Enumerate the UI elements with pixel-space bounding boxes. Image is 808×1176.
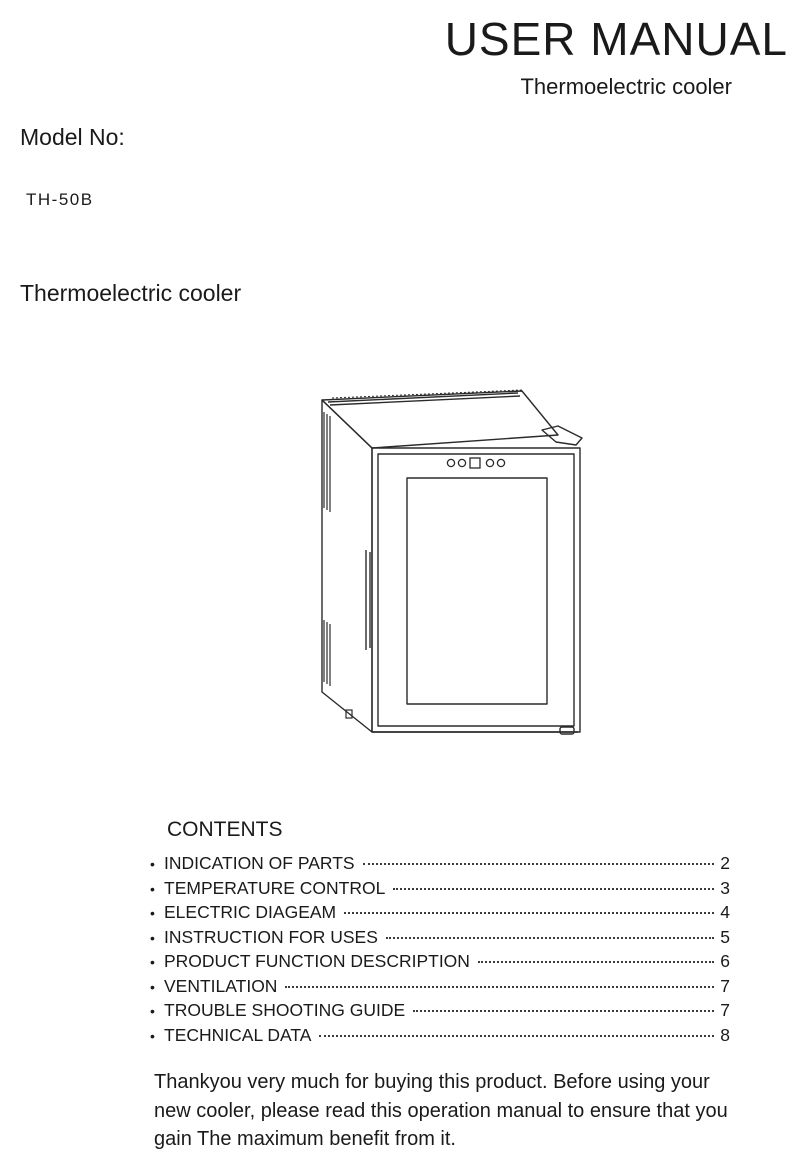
dotted-leader — [363, 862, 714, 865]
cooler-door — [372, 448, 580, 732]
dotted-leader — [413, 1009, 714, 1012]
temperature-display — [470, 458, 480, 468]
cooler-illustration — [300, 380, 600, 745]
intro-paragraph: Thankyou very much for buying this product. Before using your new cooler, please read this operation manual to ensure that you gain The maximum benefit from it. — [154, 1071, 728, 1150]
model-number-label: Model No: — [20, 124, 125, 150]
dotted-leader — [319, 1034, 714, 1037]
control-button — [458, 459, 465, 466]
bullet-icon: • — [150, 929, 155, 946]
toc-item-page: 7 — [720, 1000, 730, 1020]
bullet-icon: • — [150, 978, 155, 995]
model-number-value: TH-50B — [26, 190, 94, 209]
toc-item — [150, 949, 730, 974]
cooler-glass-window — [407, 478, 547, 704]
bullet-icon: • — [150, 1003, 155, 1019]
dotted-leader — [386, 936, 714, 939]
toc-item — [150, 900, 730, 925]
side-vent-lower — [324, 620, 330, 686]
bullet-icon: • — [150, 1027, 155, 1044]
dotted-leader — [393, 887, 714, 890]
toc-item-label: TROUBLE SHOOTING GUIDE — [164, 1000, 406, 1020]
bullet-icon: • — [150, 880, 155, 897]
control-button — [497, 459, 504, 466]
toc-item-label: VENTILATION — [164, 975, 278, 996]
toc-item-page: 5 — [720, 926, 730, 947]
dotted-leader — [285, 985, 714, 988]
control-button — [447, 459, 454, 466]
toc-item — [150, 851, 730, 876]
toc-item — [150, 876, 730, 901]
control-panel — [447, 458, 504, 468]
toc-item-label: PRODUCT FUNCTION DESCRIPTION — [164, 951, 470, 971]
bullet-icon: • — [150, 905, 155, 921]
toc-item-page: 2 — [720, 853, 730, 873]
document-title: USER MANUAL — [444, 13, 788, 65]
toc-item — [150, 1023, 730, 1048]
toc-item — [150, 974, 730, 999]
toc-item-label: TEMPERATURE CONTROL — [164, 877, 386, 898]
toc-item-page: 6 — [720, 951, 730, 971]
toc-item-label: INSTRUCTION FOR USES — [164, 926, 378, 947]
side-vent-upper — [324, 412, 330, 512]
bullet-icon: • — [150, 856, 155, 872]
toc-item-label: INDICATION OF PARTS — [164, 853, 355, 873]
contents-heading: CONTENTS — [167, 818, 283, 841]
toc-item-page: 3 — [720, 877, 730, 898]
cooler-hinge — [542, 426, 582, 445]
document-subtitle: Thermoelectric cooler — [520, 74, 732, 99]
product-name: Thermoelectric cooler — [20, 280, 242, 306]
table-of-contents — [150, 851, 730, 1047]
toc-item-page: 4 — [720, 902, 730, 922]
control-button — [486, 459, 493, 466]
toc-item-page: 8 — [720, 1024, 730, 1045]
toc-item — [150, 925, 730, 950]
dotted-leader — [478, 960, 714, 963]
toc-item — [150, 998, 730, 1023]
toc-item-label: ELECTRIC DIAGEAM — [164, 902, 337, 922]
toc-item-page: 7 — [720, 975, 730, 996]
toc-item-label: TECHNICAL DATA — [164, 1024, 312, 1045]
dotted-leader — [344, 911, 714, 914]
bullet-icon: • — [150, 954, 155, 970]
